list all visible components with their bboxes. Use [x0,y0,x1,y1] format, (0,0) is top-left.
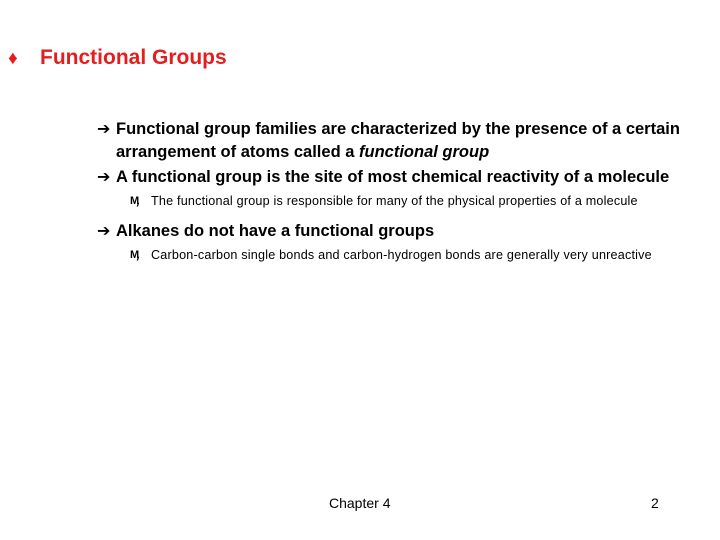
bullet-point [97,118,687,164]
sub-bullet-text: The functional group is responsible for many of the physical properties of a molecule [151,194,638,208]
arrow-bullet-icon: ➔ [97,169,111,186]
slide-body [97,118,687,274]
sub-bullet-text: Carbon-carbon single bonds and carbon-hydrogen bonds are generally very unreactive [151,248,652,262]
sub-bullet-point [97,192,687,210]
slide-title-text: Functional Groups [40,46,227,69]
arrow-bullet-icon: ➔ [97,223,111,240]
bullet-text: Alkanes do not have a functional groups [116,222,435,240]
sub-bullet-point [97,246,687,264]
bullet-text: Functional group families are characterized by the presence of a certain arrangement of atoms called a [116,120,680,161]
bullet-text: A functional group is the site of most chemical reactivity of a molecule [116,168,670,186]
bullet-point [97,166,687,189]
sub-bullet-icon: Ӎ [130,249,140,261]
diamond-bullet-icon: ♦ [8,48,18,69]
slide-title [8,46,227,70]
bullet-point [97,220,687,243]
page-number: 2 [651,495,659,511]
footer-chapter: Chapter 4 [329,495,391,511]
arrow-bullet-icon: ➔ [97,121,111,138]
sub-bullet-icon: Ӎ [130,195,140,207]
bullet-text-italic: functional group [359,143,490,161]
